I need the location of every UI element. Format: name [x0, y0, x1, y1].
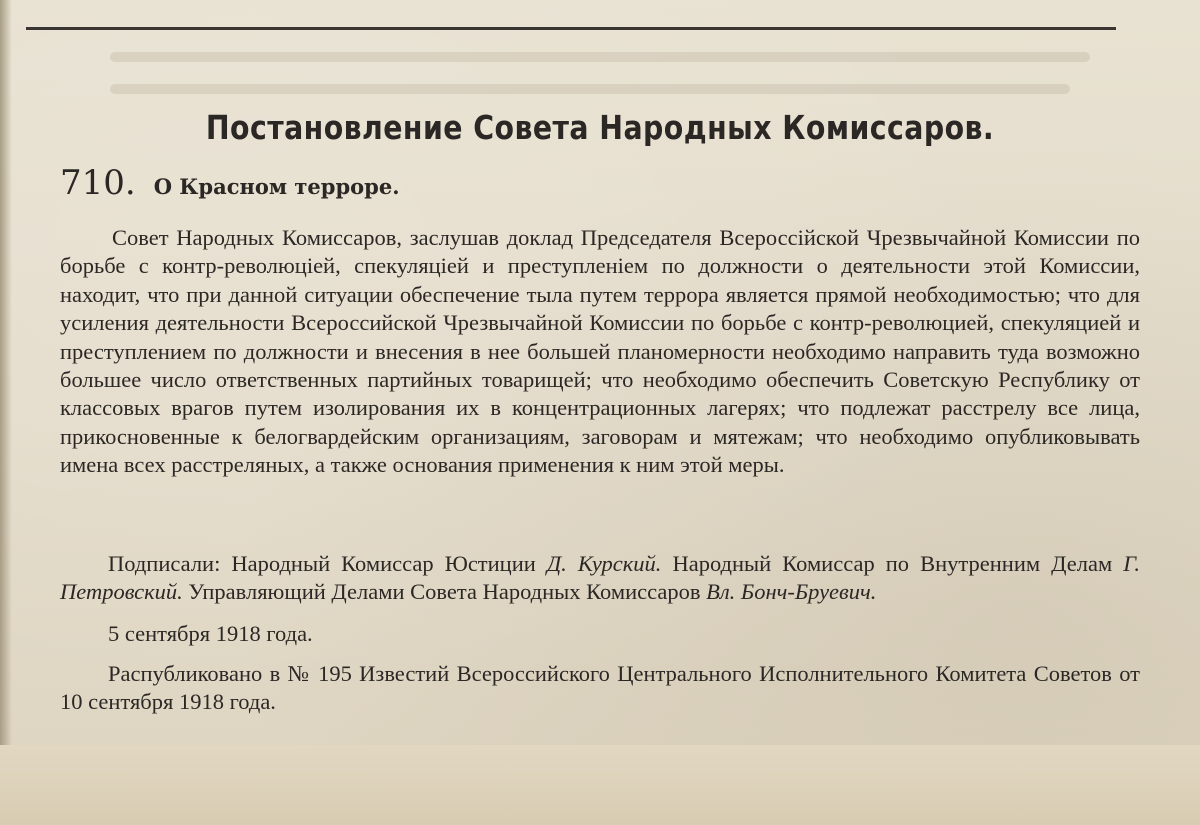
page-title: Постановление Совета Народных Комиссаров.	[205, 108, 995, 147]
signatures-paragraph	[60, 550, 1140, 607]
decree-date: 5 сентября 1918 года.	[108, 621, 313, 646]
signatures-tail: Управляющий Делами Совета Народных Комиссаров	[188, 579, 701, 605]
top-rule	[26, 27, 1116, 30]
main-paragraph: Совет Народных Комиссаров, заслушав доклад Председателя Всероссійской Чрезвычайной Комиссии по борьбе с контр-революціей, спекуляціей и преступленіем по должности о деятельности этой Комиссии, находит, что при данной ситуации обеспечение тыла путем террора является прямой необходимостью; что для усиления деятельности Всероссийской Чрезвычайной Комиссии по борьбе с контр-революцией, спекуляцией и преступлением по должности и внесения в нее большей планомерности необходимо направить туда возможно большее число ответственных партийных товарищей; что необходимо обеспечить Советскую Республику от классовых врагов путем изолирования их в концентрационных лагерях; что подлежат расстрелу все лица, прикосновенные к белогвардейским организациям, заговорам и мятежам; что необходимо опубликовывать имена всех расстреляных, а также основания применения к ним этой меры.	[60, 225, 1140, 478]
decree-heading	[60, 163, 400, 203]
decree-number: 710.	[60, 163, 136, 203]
signer-petrovsky: Г. Петровский.	[60, 551, 1140, 605]
page-edge-shadow	[0, 0, 12, 825]
decree-subject: О Красном терроре.	[153, 174, 400, 199]
publication-note: Распубликовано в № 195 Известий Всероссийского Центрального Исполнительного Комитета Советов от 10 сентября 1918 года.	[60, 661, 1140, 715]
signatures-mid: Народный Комиссар по Внутренним Делам	[672, 551, 1113, 576]
bleed-through-line	[110, 52, 1090, 62]
bleed-through-line	[110, 84, 1070, 94]
signatures-lead: Подписали: Народный Комиссар Юстиции	[108, 551, 536, 576]
signer-kursky: Д. Курский.	[546, 551, 662, 576]
signer-bonch-bruevich: Вл. Бонч-Бруевич.	[706, 579, 877, 605]
page-bottom-margin	[0, 745, 1200, 825]
